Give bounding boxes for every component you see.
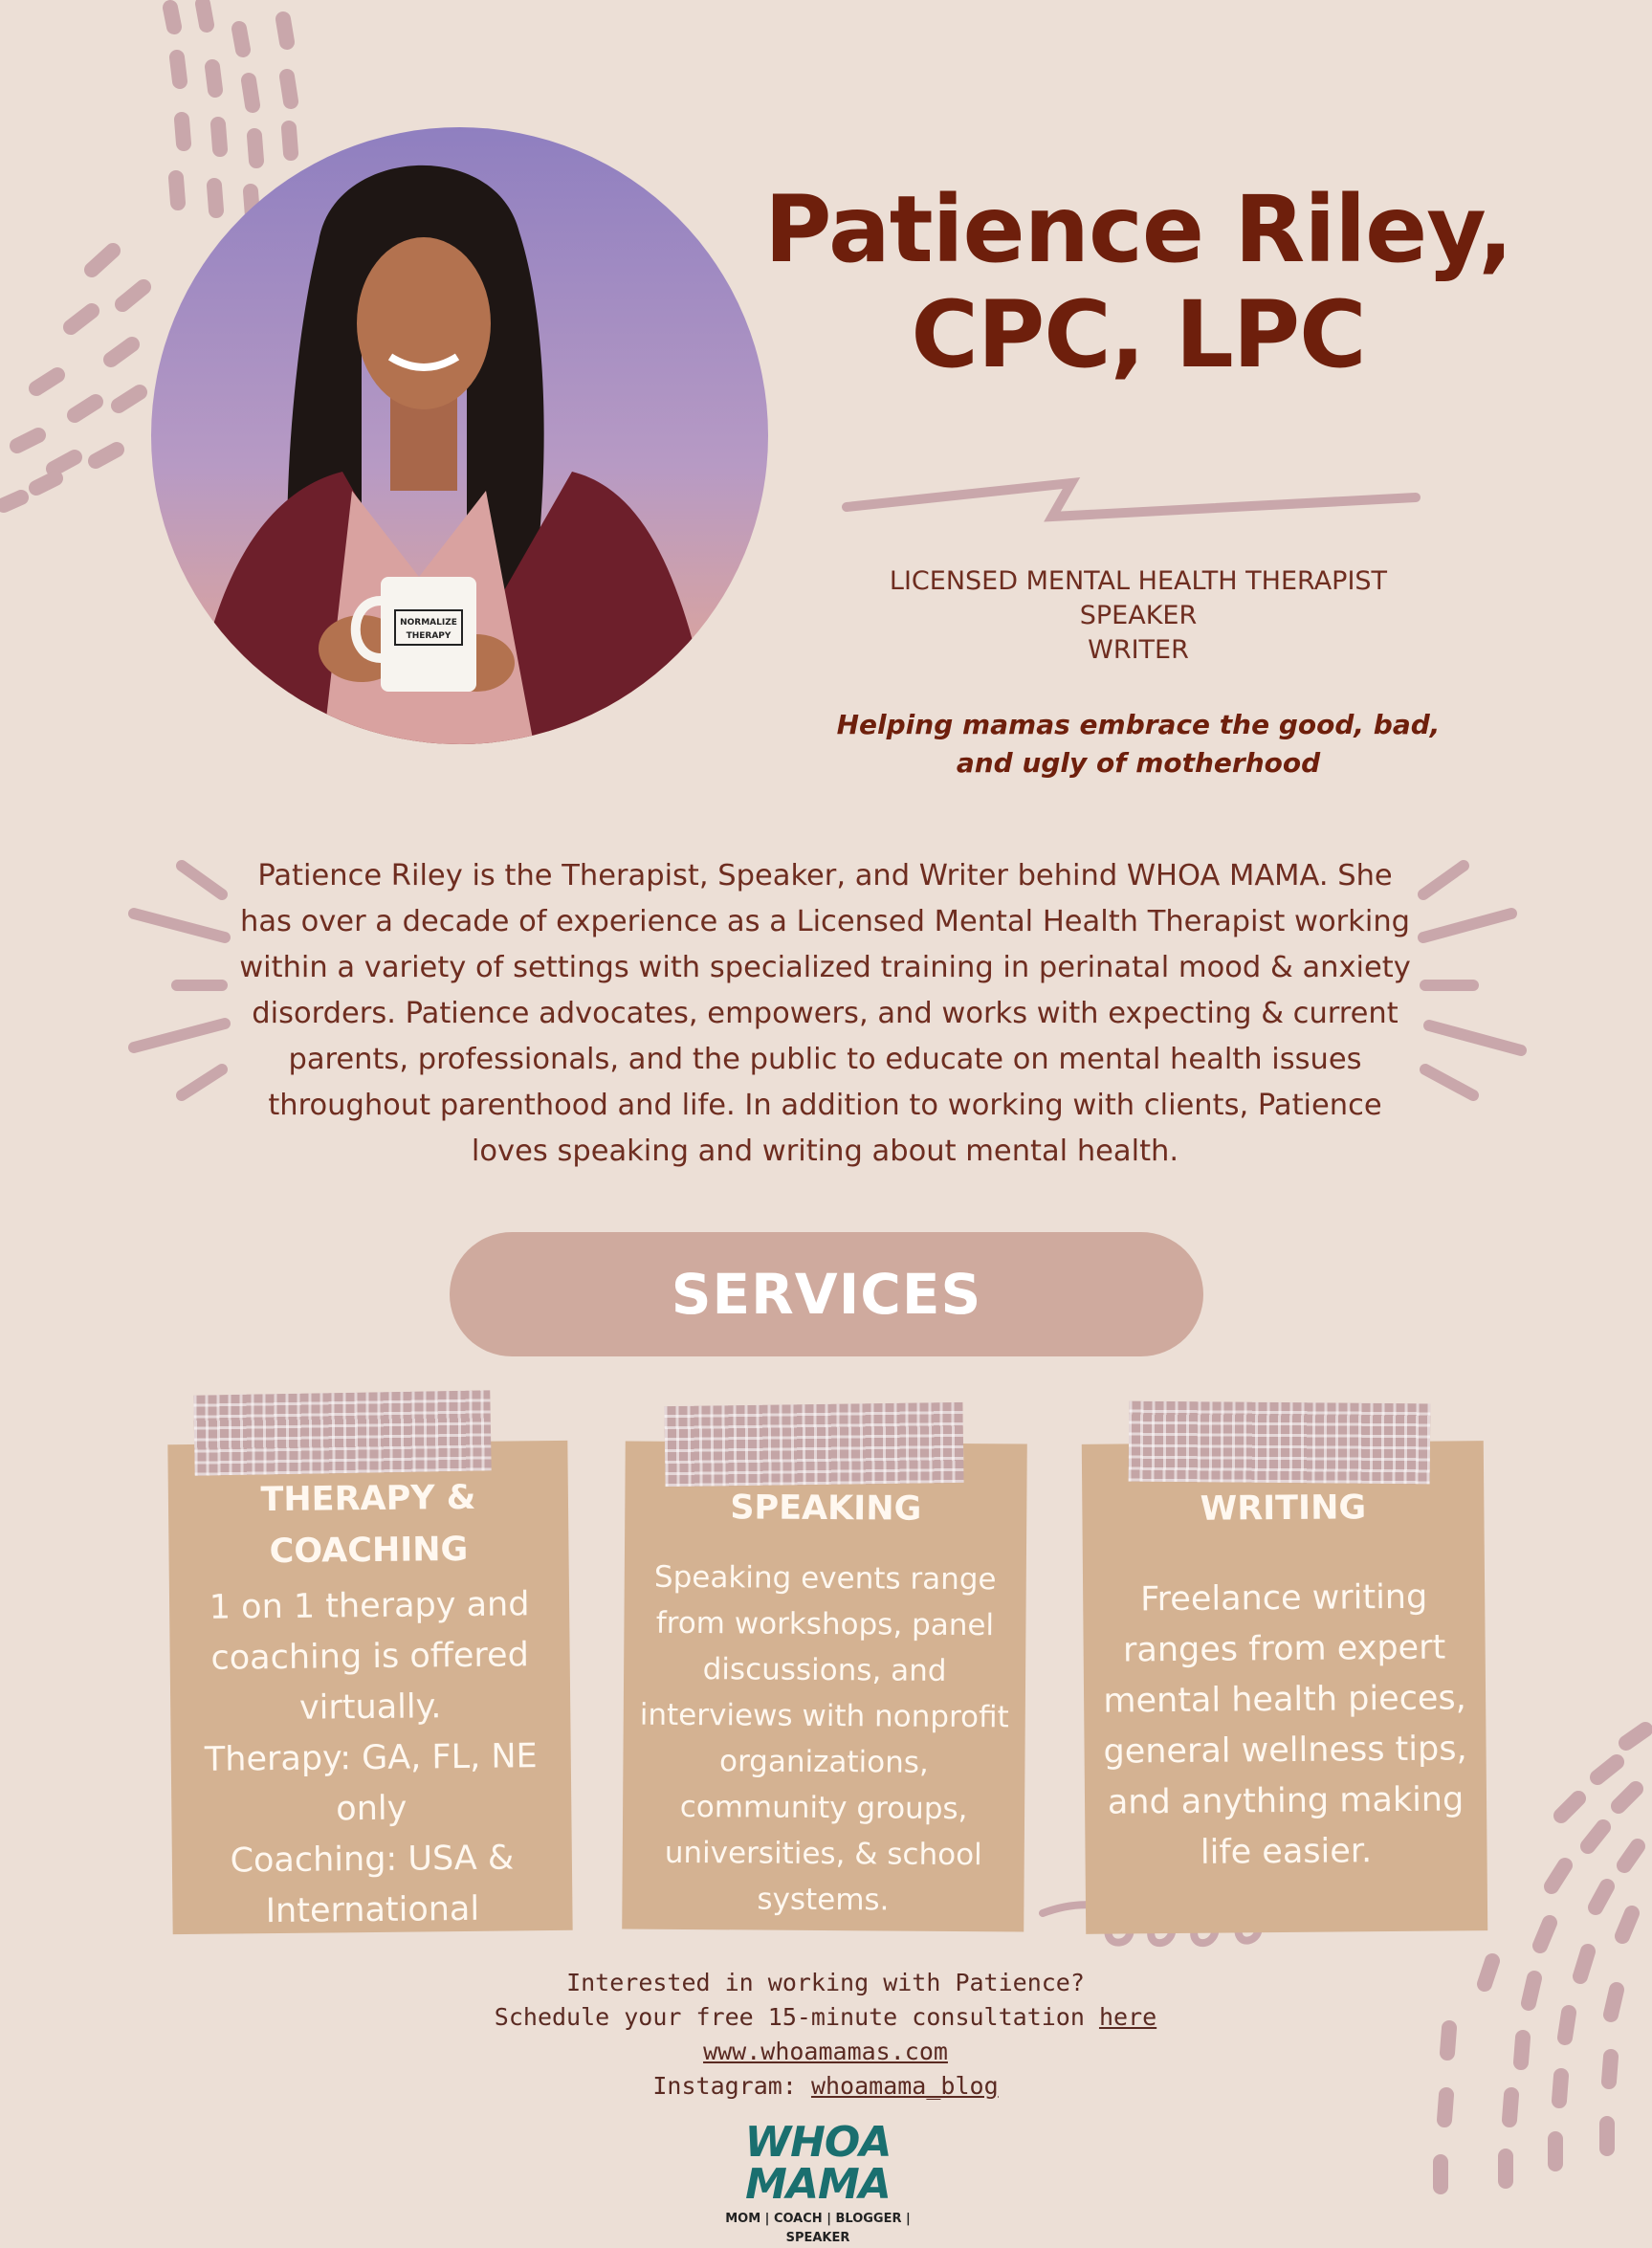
footer-schedule bbox=[443, 2000, 1208, 2035]
services-heading: SERVICES bbox=[671, 1262, 982, 1327]
contact-footer bbox=[443, 1966, 1208, 2104]
card-body-line: interviews with nonprofit bbox=[639, 1697, 1009, 1735]
footer-intro: Interested in working with Patience? bbox=[566, 1969, 1085, 1996]
role-speaker: SPEAKER bbox=[1079, 601, 1198, 630]
card-title-therapy-line-2: COACHING bbox=[269, 1530, 469, 1572]
profile-photo bbox=[151, 127, 768, 744]
card-body-line: general wellness tips, bbox=[1103, 1730, 1467, 1772]
card-body-line: life easier. bbox=[1200, 1832, 1373, 1872]
page-title bbox=[746, 177, 1531, 387]
service-card-speaking bbox=[622, 1442, 1027, 1932]
card-body-writing bbox=[1083, 1572, 1487, 1880]
website-link[interactable]: www.whoamamas.com bbox=[703, 2038, 948, 2065]
card-body-line: universities, & school bbox=[664, 1835, 982, 1873]
logo-subtitle: MOM | COACH | BLOGGER | SPEAKER bbox=[725, 2212, 911, 2245]
bio-paragraph: Patience Riley is the Therapist, Speaker, and Writer behind WHOA MAMA. She has over a decade of experience as a Licensed Mental Health Therapist working within a variety of settings with specialized training in perinatal mood & anxiety disorders. Patience advocates, empowers, and works with expecting & current parents, professionals, and the public to educate on mental health issues throughout parenthood and life. In addition to working with clients, Patience loves speaking and writing about mental health. bbox=[239, 859, 1411, 1168]
roles-list bbox=[832, 564, 1444, 668]
card-body-line: Therapy: GA, FL, NE bbox=[204, 1737, 538, 1779]
whoa-mama-logo bbox=[694, 2118, 942, 2248]
card-body-line: mental health pieces, bbox=[1103, 1679, 1466, 1721]
title-line-2: CPC, LPC bbox=[911, 281, 1366, 388]
card-body-line: International bbox=[265, 1889, 480, 1931]
card-body-line: organizations, bbox=[718, 1744, 929, 1780]
services-heading-pill bbox=[450, 1232, 1203, 1356]
card-body-therapy bbox=[169, 1579, 573, 1938]
card-title-writing: WRITING bbox=[1200, 1488, 1367, 1529]
card-body-line: coaching is offered bbox=[210, 1636, 530, 1678]
card-title-therapy bbox=[168, 1471, 569, 1578]
card-body-line: discussions, and bbox=[702, 1652, 947, 1688]
washi-tape bbox=[664, 1402, 963, 1487]
svg-text:THERAPY: THERAPY bbox=[406, 631, 452, 641]
card-body-line: Speaking events range bbox=[653, 1559, 997, 1598]
card-body-line: 1 on 1 therapy and bbox=[209, 1585, 530, 1627]
washi-tape bbox=[193, 1390, 491, 1475]
tagline-line-1: Helping mamas embrace the good, bad, bbox=[836, 709, 1441, 740]
tagline bbox=[823, 706, 1454, 782]
tagline-line-2: and ugly of motherhood bbox=[956, 747, 1321, 779]
role-writer: WRITER bbox=[1088, 635, 1189, 665]
card-body-line: only bbox=[336, 1789, 407, 1829]
role-therapist: LICENSED MENTAL HEALTH THERAPIST bbox=[889, 566, 1388, 596]
card-body-line: Coaching: USA & bbox=[230, 1839, 515, 1881]
card-body-speaking bbox=[622, 1554, 1026, 1925]
schedule-link[interactable]: here bbox=[1098, 2003, 1157, 2031]
logo-wordmark: WHOA MAMA bbox=[744, 2118, 892, 2209]
card-body-line: community groups, bbox=[679, 1789, 968, 1827]
svg-text:NORMALIZE: NORMALIZE bbox=[400, 618, 457, 628]
title-line-1: Patience Riley, bbox=[764, 176, 1512, 283]
instagram-link[interactable]: whoamama_blog bbox=[810, 2072, 999, 2100]
instagram-label: Instagram: bbox=[652, 2072, 797, 2100]
card-body-line: Freelance writing bbox=[1139, 1577, 1428, 1620]
card-body-line: ranges from expert bbox=[1122, 1628, 1446, 1670]
card-title-speaking: SPEAKING bbox=[730, 1488, 922, 1529]
card-body-line: virtually. bbox=[298, 1687, 442, 1728]
card-body-line: systems. bbox=[757, 1882, 890, 1918]
service-card-therapy bbox=[167, 1441, 572, 1934]
footer-schedule-text: Schedule your free 15-minute consultation bbox=[494, 2003, 1085, 2031]
card-title-therapy-line-1: THERAPY & bbox=[260, 1478, 476, 1520]
card-body-line: from workshops, panel bbox=[655, 1605, 995, 1643]
footer-instagram bbox=[443, 2069, 1208, 2104]
service-card-writing bbox=[1082, 1441, 1487, 1934]
card-body-line: and anything making bbox=[1107, 1780, 1465, 1822]
washi-tape bbox=[1129, 1401, 1431, 1485]
